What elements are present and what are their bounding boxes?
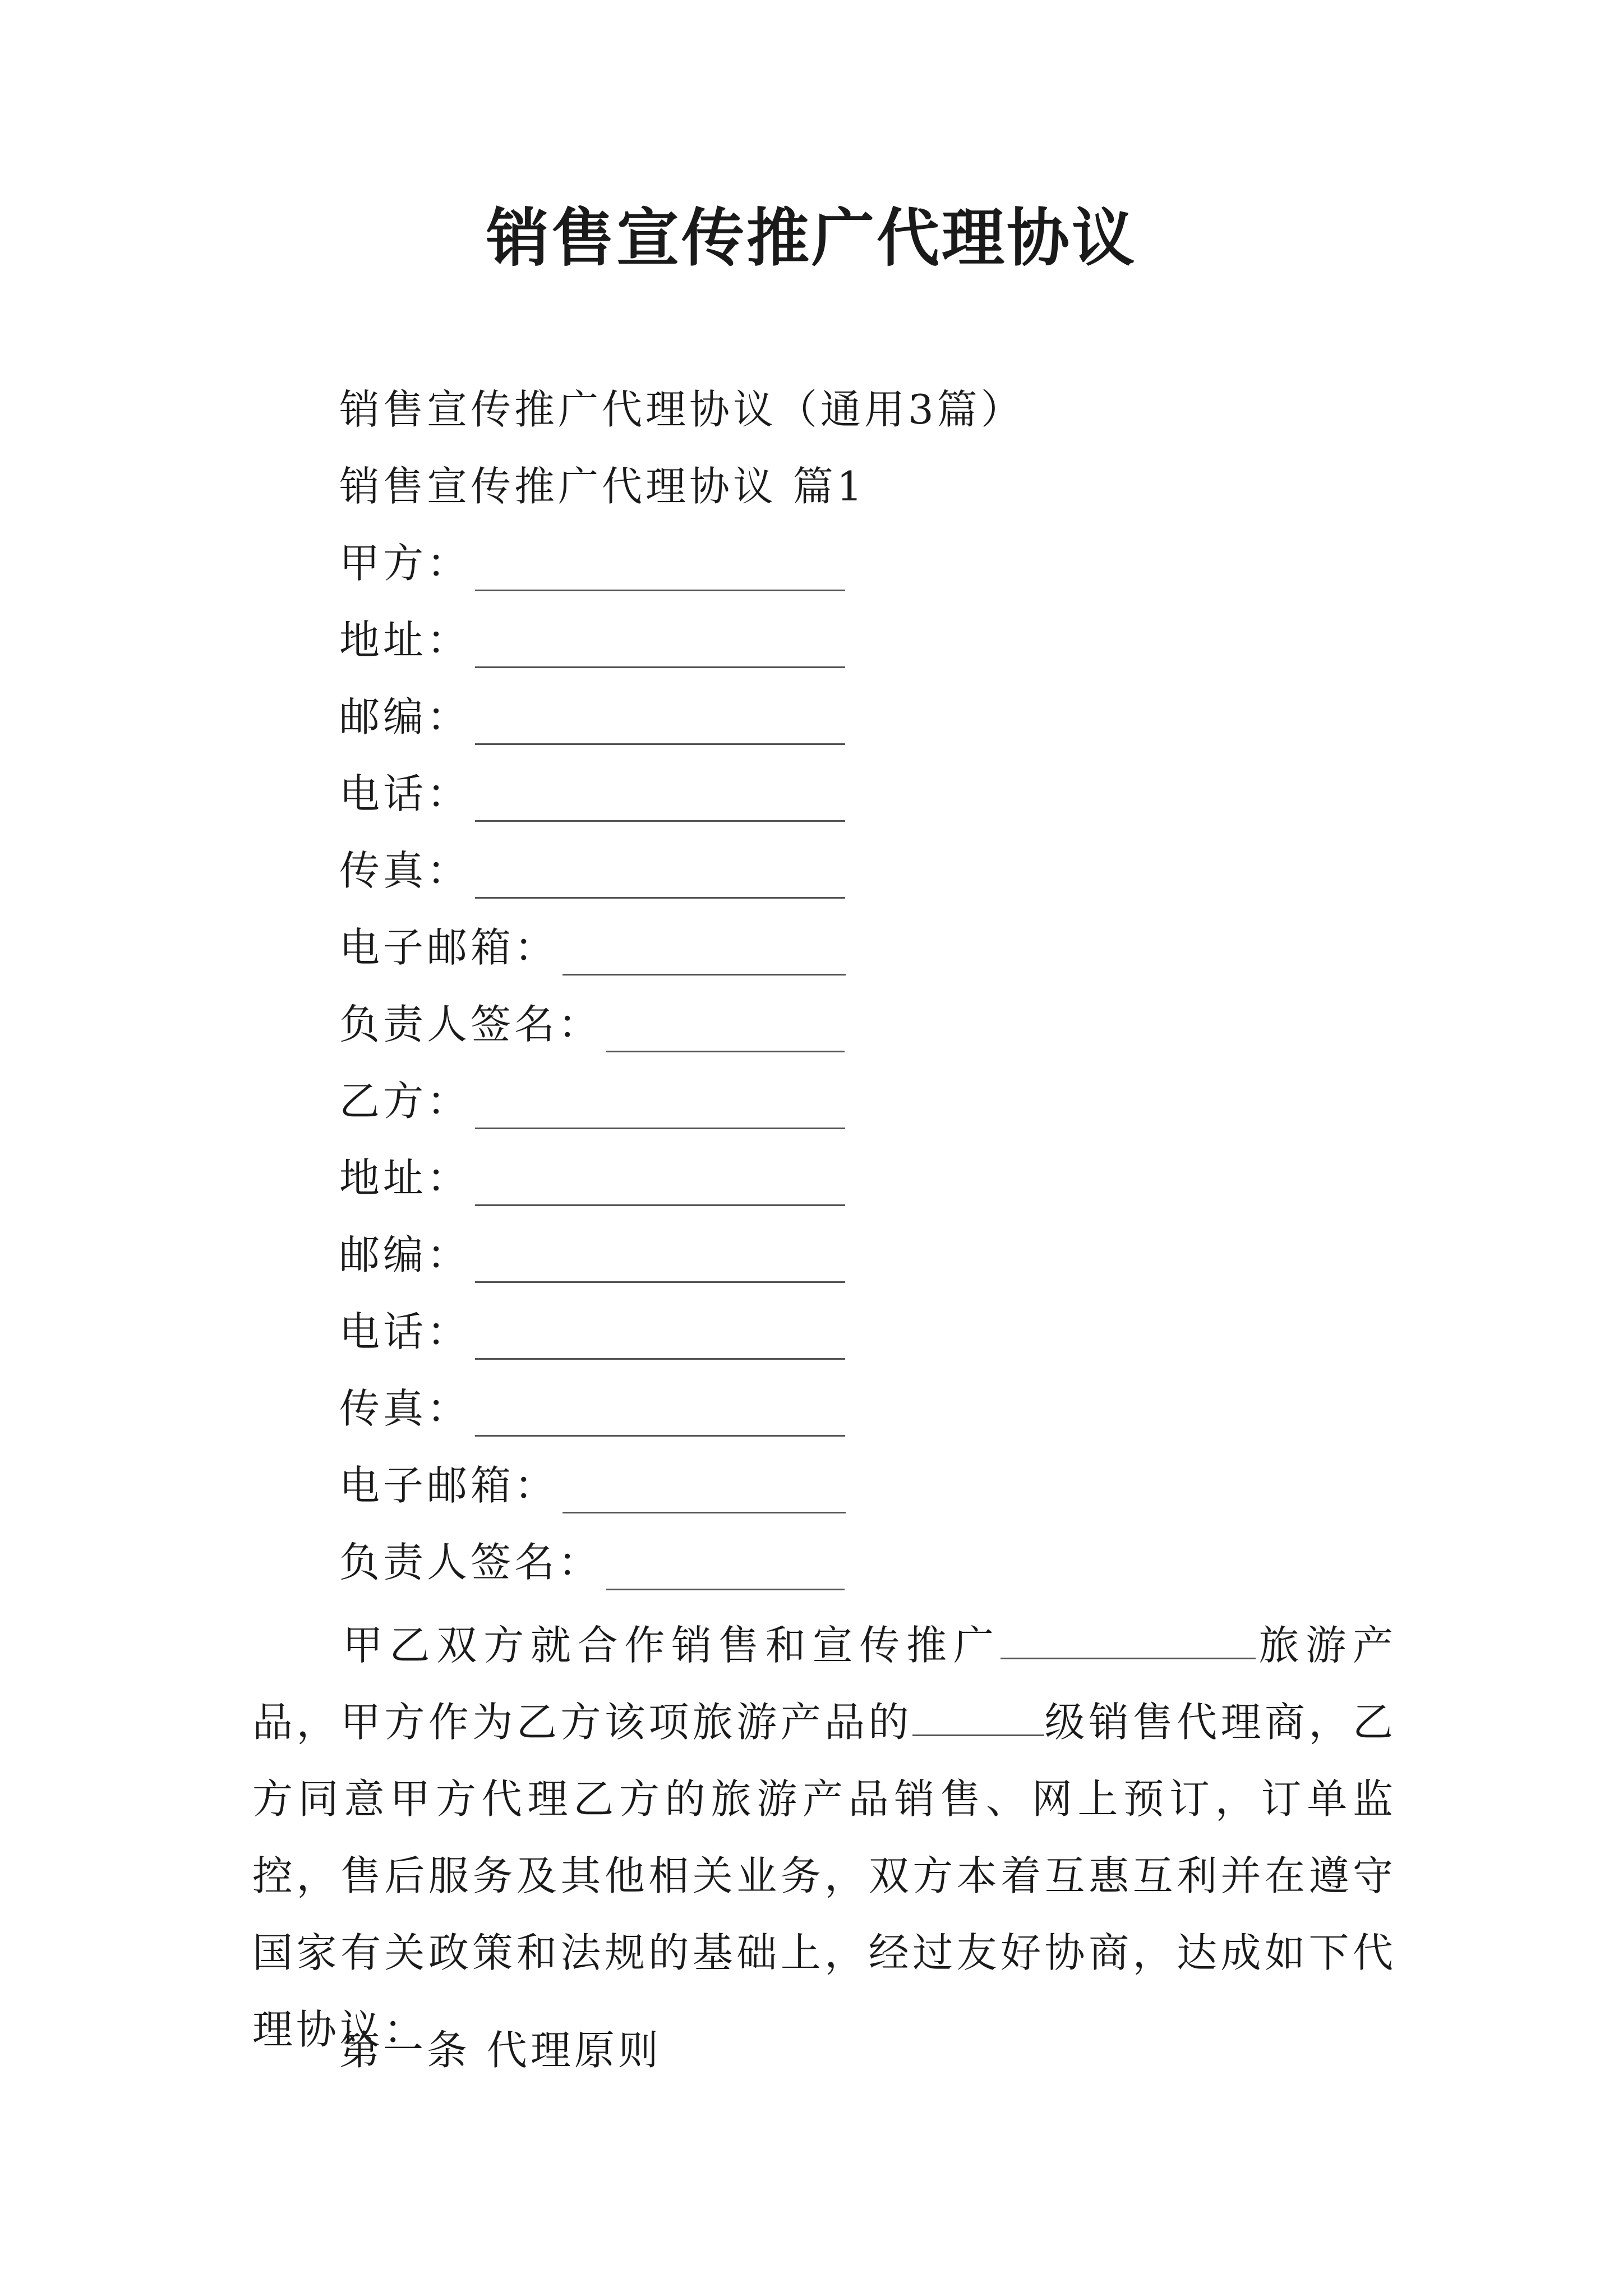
party-a-fax-field bbox=[339, 843, 845, 899]
product-name-blank bbox=[1000, 1623, 1256, 1659]
party-a-signatory-blank bbox=[606, 1013, 845, 1052]
section-heading: 销售宣传推广代理协议 篇1 bbox=[339, 463, 866, 510]
article-heading: 第一条 代理原则 bbox=[339, 2027, 662, 2074]
paragraph-part-1: 甲乙双方就合作销售和宣传推广 bbox=[339, 1622, 1000, 1669]
party-a-postcode-label: 邮编： bbox=[339, 693, 471, 740]
party-a-email-label: 电子邮箱： bbox=[339, 924, 559, 971]
document-subtitle: 销售宣传推广代理协议（通用3篇） bbox=[339, 386, 1025, 433]
party-b-fax-label: 传真： bbox=[339, 1385, 471, 1432]
party-b-address-blank bbox=[475, 1166, 845, 1206]
party-a-phone-field bbox=[339, 766, 845, 822]
party-a-address-field bbox=[339, 612, 845, 668]
party-a-signatory-label: 负责人签名： bbox=[339, 1001, 602, 1048]
party-a-email-field bbox=[339, 919, 846, 976]
party-a-name-blank bbox=[475, 551, 845, 591]
party-a-postcode-field bbox=[339, 689, 845, 745]
party-b-name-label: 乙方： bbox=[339, 1078, 471, 1125]
party-b-phone-label: 电话： bbox=[339, 1308, 471, 1355]
party-b-signatory-label: 负责人签名： bbox=[339, 1539, 602, 1586]
party-b-fax-blank bbox=[475, 1397, 845, 1437]
party-a-postcode-blank bbox=[475, 705, 845, 745]
party-b-postcode-field bbox=[339, 1227, 845, 1283]
party-a-fax-blank bbox=[475, 859, 845, 899]
party-b-postcode-label: 邮编： bbox=[339, 1231, 471, 1278]
paragraph-part-2: 旅游产品，甲方作为乙方该项旅游产品的 bbox=[252, 1622, 1396, 1746]
party-b-phone-field bbox=[339, 1304, 845, 1360]
party-b-fax-field bbox=[339, 1381, 845, 1437]
party-b-phone-blank bbox=[475, 1320, 845, 1360]
party-a-address-label: 地址： bbox=[339, 616, 471, 664]
party-b-address-label: 地址： bbox=[339, 1154, 471, 1202]
party-b-address-field bbox=[339, 1150, 845, 1206]
party-b-signatory-blank bbox=[606, 1550, 845, 1590]
party-a-address-blank bbox=[475, 628, 845, 668]
party-a-email-blank bbox=[562, 936, 846, 976]
party-b-name-field bbox=[339, 1073, 845, 1129]
agent-level-blank bbox=[912, 1700, 1044, 1736]
party-a-name-label: 甲方： bbox=[339, 540, 471, 587]
agreement-paragraph bbox=[252, 1607, 1396, 2068]
party-b-name-blank bbox=[475, 1089, 845, 1129]
party-a-name-field bbox=[339, 535, 845, 591]
party-a-fax-label: 传真： bbox=[339, 847, 471, 894]
party-b-signatory-field bbox=[339, 1534, 845, 1590]
paragraph-part-3: 级销售代理商，乙方同意甲方代理乙方的旅游产品销售、网上预订，订单监控，售后服务及其他相关业务，双方本着互惠互利并在遵守国家有关政策和法规的基础上，经过友好协商，达成如下代理协议： bbox=[252, 1699, 1396, 2053]
party-b-email-label: 电子邮箱： bbox=[339, 1462, 559, 1509]
party-a-signatory-field bbox=[339, 996, 845, 1052]
party-b-email-blank bbox=[562, 1474, 846, 1513]
party-b-postcode-blank bbox=[475, 1243, 845, 1283]
party-b-email-field bbox=[339, 1457, 846, 1513]
party-a-phone-label: 电话： bbox=[339, 770, 471, 817]
party-a-phone-blank bbox=[475, 782, 845, 822]
document-title: 销售宣传推广代理协议 bbox=[486, 201, 1137, 275]
